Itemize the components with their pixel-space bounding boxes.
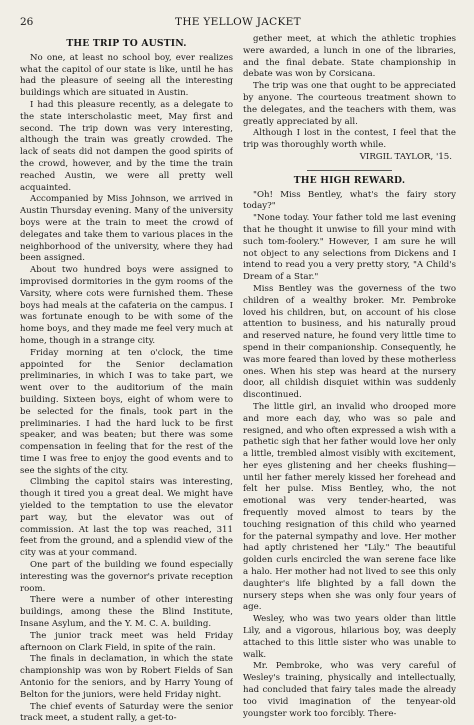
page-header	[20, 16, 456, 28]
paragraph: No one, at least no school boy, ever realizes what the capitol of our state is like, until he has had the pleasure of seeing all the interesting buildings which are situated in Austin.	[20, 52, 233, 99]
paragraph: The finals in declamation, in which the state championship was won by Robert Fields of San Antonio for the seniors, and by Harry Young of Belton for the juniors, were held Friday night.	[20, 654, 233, 700]
paragraph: Climbing the capitol stairs was interesting, though it tired you a great deal. We might have yielded to the temptation to use the elevator part way, but the elevator was out of commission. At last the top was reached, 311 feet from the ground, and a splendid view of the city was at your command.	[20, 477, 233, 559]
paragraph: The little girl, an invalid who drooped more and more each day, who was so pale and resigned, and who often expressed a wish with a pathetic sigh that her father would love her only a little, trembled almost visibly with excitement, her eyes glistening and her cheeks flushing—until her father merely kissed her forehead and felt her pulse. Miss Bentley, who, the not emotional was very tender-hearted, was frequently moved almost to tears by the touching resignation of this child who yearned for the paternal sympathy and love. Her mother had aptly christened her "Lily." The beautiful golden curls encircled the wan serene face like a halo. Her mother had not lived to see this only daughter's life blighted by a fall down the nursery steps when she was only four years of age.	[243, 401, 456, 613]
article-heading: THE HIGH REWARD.	[293, 174, 406, 186]
page-number: 26	[20, 16, 34, 28]
paragraph: One part of the building we found especially interesting was the governor's private reception room.	[20, 560, 233, 594]
paragraph: Although I lost in the contest, I feel that the trip was thoroughly worth while.	[243, 128, 456, 151]
article-columns	[20, 34, 456, 725]
paragraph: "None today. Your father told me last evening that he thought it unwise to fill your mind with such tom-foolery." However, I am sure he will not object to any selections from Dickens and I intend to read you a very pretty story, "A Child's Dream of a Star."	[243, 213, 456, 283]
right-column	[243, 34, 456, 725]
article-heading: THE TRIP TO AUSTIN.	[66, 38, 187, 49]
left-column	[20, 34, 233, 725]
paragraph: The junior track meet was held Friday afternoon on Clark Field, in spite of the rain.	[20, 630, 233, 653]
section-divider	[307, 170, 392, 171]
paragraph: The trip was one that ought to be appreciated by anyone. The courteous treatment shown to the delegates, and the teachers with them, was greatly appreciated by all.	[243, 81, 456, 127]
paragraph: About two hundred boys were assigned to improvised dormitories in the gym rooms of the Varsity, where cots were furnished them. These boys had meals at the cafateria on the campus. I was fortunate enough to be with some of the home boys, and they made me feel very much at home, though in a strange city.	[20, 265, 233, 346]
paragraph: I had this pleasure recently, as a delegate to the state interscholastic meet, May first and second. The trip down was very interesting, although the train was greatly crowded. The lack of seats did not dampen the good spirits of the crowd, however, and by the time the train reached Austin, we were all pretty well acquainted.	[20, 99, 233, 193]
paragraph: Wesley, who was two years older than little Lily, and a vigorous, hilarious boy, was deeply attached to this little sister who was unable to walk.	[243, 614, 456, 660]
paragraph: Accompanied by Miss Johnson, we arrived in Austin Thursday evening. Many of the university boys were at the train to meet the crowd of delegates and take them to various places in the neighborhood of the university, where they had been assigned.	[20, 194, 233, 264]
paragraph: gether meet, at which the athletic trophies were awarded, a lunch in one of the libraries, and the final debate. State championship in debate was won by Corsicana.	[243, 34, 456, 80]
author-signature: VIRGIL TAYLOR, '15.	[359, 151, 452, 162]
paragraph: Miss Bentley was the governess of the two children of a wealthy broker. Mr. Pembroke loved his children, but, on account of his close attention to business, and his naturally proud and reserved nature, he found very little time to spend in their companionship. Consequently, he was more feared than loved by these motherless ones. When his step was heard at the nursery door, all childish disquiet within was suddenly discontinued.	[243, 283, 456, 401]
paragraph: There were a number of other interesting buildings, among these the Blind Institute, Insane Asylum, and the Y. M. C. A. building.	[20, 595, 233, 630]
paragraph: "Oh! Miss Bentley, what's the fairy story today?"	[243, 189, 456, 212]
journal-title: THE YELLOW JACKET	[175, 16, 301, 28]
paragraph: Mr. Pembroke, who was very careful of Wesley's training, physically and intellectually, had concluded that fairy tales made the already too vivid imagination of the tenyear-old youngster work too forcibly. There-	[243, 661, 456, 719]
paragraph: The chief events of Saturday were the senior track meet, a student rally, a get-to-	[20, 701, 233, 724]
paragraph: Friday morning at ten o'clock, the time appointed for the Senior declamation preliminaries, in which I was to take part, we went over to the auditorium of the main building. Sixteen boys, eight of whom were to be selected for the finals, took part in the preliminaries. I had the hard luck to be first speaker, and was beaten; but there was some compensation in feeling that for the rest of the time I was free to enjoy the good events and to see the sights of the city.	[20, 347, 233, 476]
